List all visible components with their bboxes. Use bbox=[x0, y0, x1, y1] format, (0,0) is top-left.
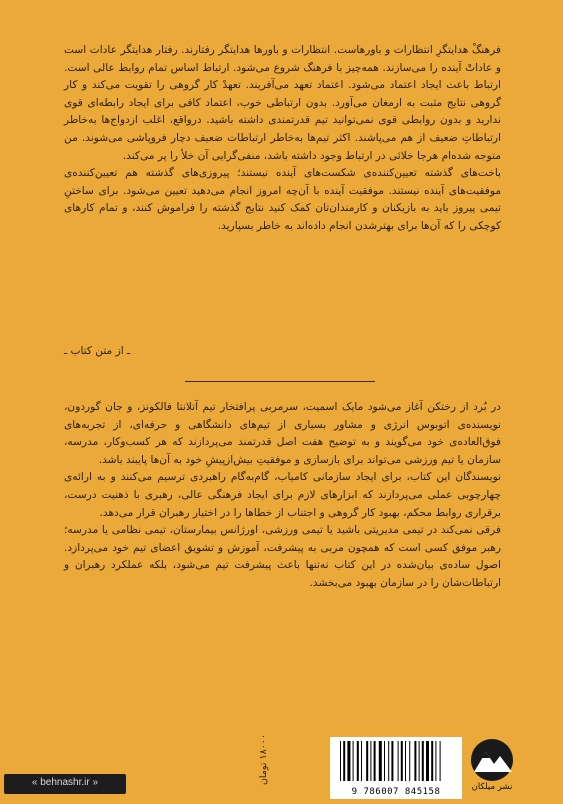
excerpt-paragraph-2: باخت‌های گذشته تعیین‌کننده‌ی شکست‌های آینده نیستند؛ پیروزی‌های گذشته هم تعیین‌کننده‌ی موفقیت‌های آینده نیستند. موفقیت آینده با آن‌چه امروز انجام می‌دهید تعیین می‌شود. برای ساختنِ تیمی پیروز باید به بازیکنان و کارمندان‌تان کمک کنید نتایج گذشته را فراموش کنند، و تمام کارهای کوچکی را که آن‌ها برای بهترشدن انجام داده‌اند به خاطر بسپارید. bbox=[64, 167, 501, 232]
excerpt-paragraph-1: فرهنگْ هدایتگرِ انتظارات و باورهاست. انتظارات و باورها هدایتگر رفتارند. رفتار هدایتگر عادات است و عاداتْ آینده را می‌سازند. همه‌چیز با فرهنگ شروع می‌شود. ارتباط اساس تمام روابط عالی است. ارتباط باعث ایجاد اعتماد می‌شود. اعتماد تعهد می‌آفریند. تعهدْ کار گروهی را تقویت می‌کند و کار گروهی نتایج مثبت به ارمغان می‌آورد. بدون ارتباطی خوب، اعتماد کافی برای ایجاد رابطه‌ای قوی ندارید و بدون روابطی قوی نمی‌توانید تیم قدرتمندی داشته باشید. درواقع، اغلب ازدواج‌ها به‌خاطر ارتباطاتِ ضعیف از هم می‌پاشند. اکثر تیم‌ها به‌خاطر ارتباطات ضعیف دچار فروپاشی می‌شوند. من متوجه شده‌ام هرجا خلائی در ارتباط وجود داشته باشد، منفی‌گرایی آن خلأ را پر می‌کند. bbox=[64, 44, 501, 162]
barcode-bar bbox=[414, 741, 416, 781]
barcode-bar bbox=[366, 741, 368, 781]
barcode-bar bbox=[374, 741, 376, 781]
publisher-logo bbox=[466, 738, 518, 796]
watermark-text: « behnashr.ir » bbox=[31, 777, 99, 788]
barcode-bar bbox=[347, 741, 350, 781]
barcode-bar bbox=[391, 741, 393, 781]
barcode-bar bbox=[426, 741, 429, 781]
barcode-bar bbox=[405, 741, 406, 781]
mountain-logo-icon bbox=[466, 738, 518, 782]
barcode-bar bbox=[398, 741, 399, 781]
barcode-bar bbox=[440, 741, 441, 781]
barcode-bar bbox=[343, 741, 345, 781]
isbn-barcode bbox=[330, 737, 462, 799]
barcode-prefix: 9 bbox=[351, 787, 358, 797]
barcode-bar bbox=[361, 741, 362, 781]
barcode-bar bbox=[384, 741, 385, 781]
barcode-group-1: 786007 bbox=[363, 787, 399, 797]
barcode-bar bbox=[422, 741, 424, 781]
description-paragraph-1: در بُرد از رختکن آغاز می‌شود مایک اسمیت، سرمربی پرافتخار تیم آتلانتا فالکونز، و جان گوردون، نویسنده‌ی اتوبوس انرژی و مشاور بسیاری از تیم‌های دانشگاهی و حرفه‌ای، از تجربه‌های فوق‌العاده‌ی خود می‌گویند و به توضیح هفت اصل قدرتمند می‌پردازند که هر کسب‌وکار، مدرسه، سازمان یا تیم ورزشی می‌تواند برای بازسازی و موفقیتِ بیش‌ازپیشِ خود به آن‌ها پایبند باشد. bbox=[64, 401, 501, 466]
description-block bbox=[64, 399, 501, 593]
excerpt-block bbox=[64, 42, 501, 236]
barcode-bar bbox=[353, 741, 354, 781]
barcode-bar bbox=[370, 741, 371, 781]
barcode-bar bbox=[419, 741, 420, 781]
barcode-number bbox=[330, 787, 462, 797]
barcode-bar bbox=[409, 741, 410, 781]
price-label: ۱۸۰۰۰ تومان bbox=[258, 734, 269, 786]
publisher-name: نشر میلکان bbox=[471, 782, 513, 792]
barcode-bar bbox=[379, 741, 382, 781]
barcode-bar bbox=[435, 741, 436, 781]
site-watermark bbox=[4, 774, 126, 794]
description-paragraph-3: فرقی نمی‌کند در تیمی مدیریتی باشید یا تیمی ورزشی، اورژانس بیمارستان، تیمی نظامی یا مدرسه؛ رهبر موفق کسی است که همچون مربی به پیشرفت، آموزش و تشویق اعضای تیم خود می‌پردازد. اصول ساده‌ی بیان‌شده در این کتاب نه‌تنها باعث پیشرفت تیم می‌شود، بلکه عملکرد رهبران و ارتباطات‌شان را در سازمان بهبود می‌بخشد. bbox=[64, 524, 501, 589]
barcode-bar bbox=[340, 741, 341, 781]
barcode-bar bbox=[431, 741, 433, 781]
description-paragraph-2: نویسندگان این کتاب، برای ایجاد سازمانی کامیاب، گام‌به‌گام راهبردی ترسیم می‌کنند و به ارائه‌ی چهارچوبی عملی می‌پردازند که ابزارهای لازم برای ایجاد فرهنگی عالی، رهبری با ذهنیت درست، برقراری روابط محکم، بهبود کار گروهی و اجتناب از خطاها را در اختیار رهبران قرار می‌دهد. bbox=[64, 471, 501, 519]
divider-line bbox=[185, 381, 375, 382]
barcode-group-2: 845158 bbox=[404, 787, 441, 797]
barcode-bar bbox=[401, 741, 403, 781]
source-note: ـ از متن کتاب ـ bbox=[64, 345, 131, 357]
barcode-bar bbox=[357, 741, 359, 781]
barcode-bars bbox=[330, 737, 462, 787]
excerpt-source bbox=[64, 345, 496, 357]
barcode-bar bbox=[388, 741, 389, 781]
